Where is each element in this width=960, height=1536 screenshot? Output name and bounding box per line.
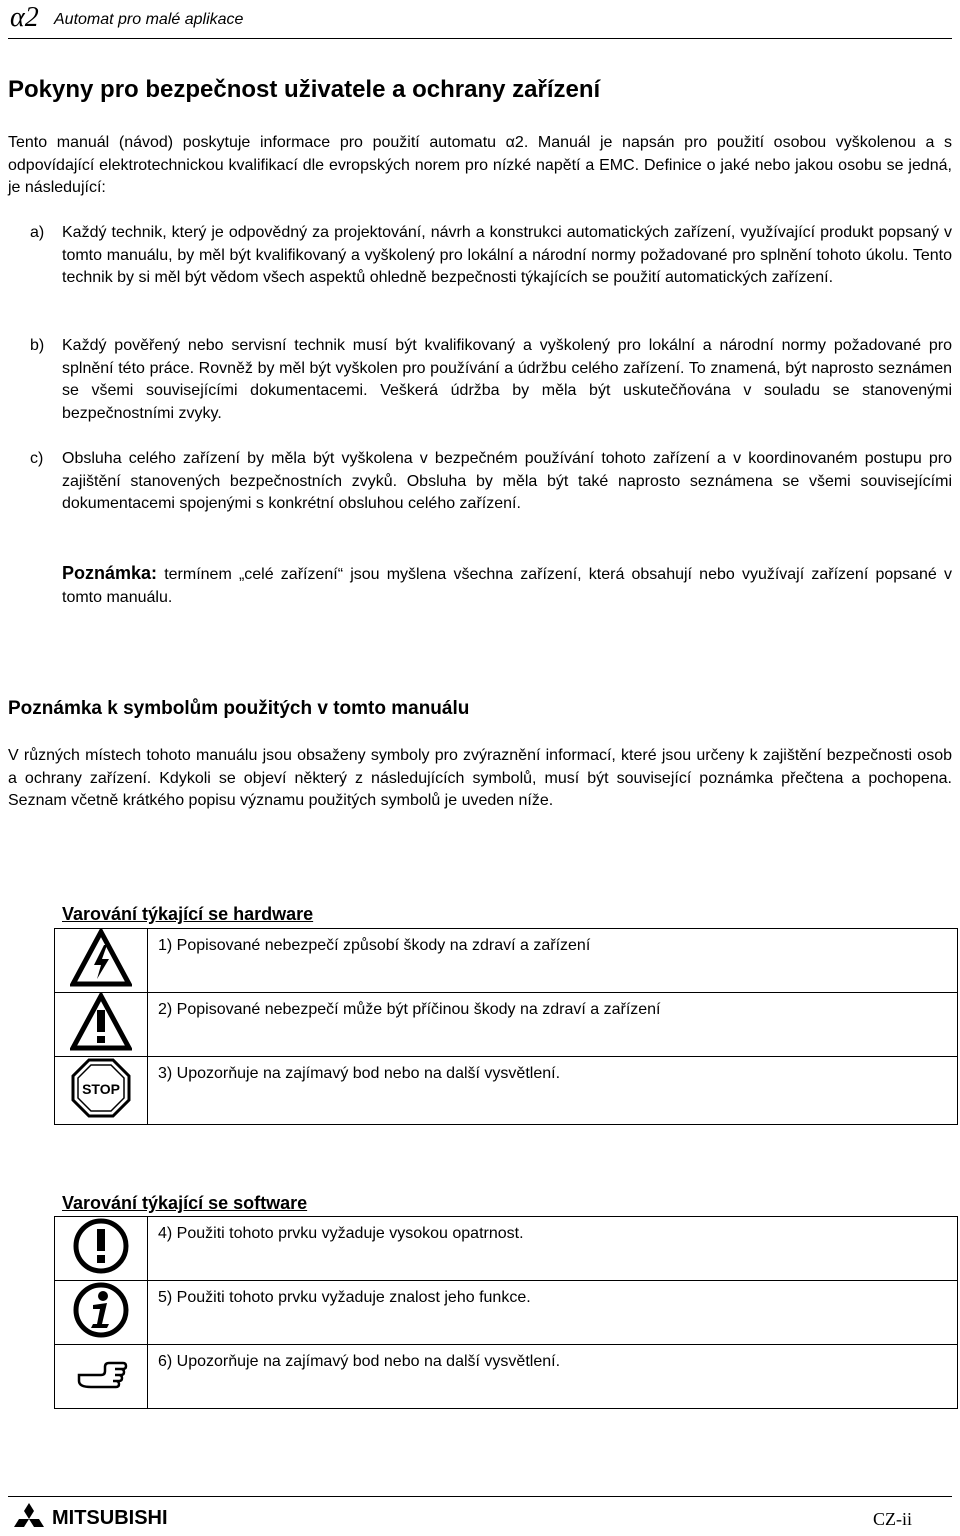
list-item-label: a) bbox=[30, 224, 45, 241]
exclamation-circle-icon bbox=[55, 1217, 148, 1281]
list-item-c bbox=[30, 448, 952, 516]
table-row bbox=[55, 1217, 958, 1281]
hardware-warnings-table bbox=[54, 928, 958, 1125]
list-item-label: b) bbox=[30, 337, 45, 354]
brand-name: MITSUBISHI bbox=[52, 1507, 168, 1529]
page-footer bbox=[8, 1496, 952, 1531]
hardware-warning-3: 3) Upozorňuje na zajímavý bod nebo na další vysvětlení. bbox=[148, 1057, 958, 1125]
hardware-warning-1: 1) Popisované nebezpečí způsobí škody na zdraví a zařízení bbox=[148, 929, 958, 993]
table-row bbox=[55, 1281, 958, 1345]
page-number: CZ-ii bbox=[873, 1509, 912, 1529]
alpha-logo: α2 bbox=[10, 2, 39, 33]
software-warning-6: 6) Upozorňuje na zajímavý bod nebo na další vysvětlení. bbox=[148, 1345, 958, 1409]
header-subtitle: Automat pro malé aplikace bbox=[54, 11, 244, 28]
list-item-label: c) bbox=[30, 450, 44, 467]
table-row bbox=[55, 1057, 958, 1125]
table-row bbox=[55, 993, 958, 1057]
list-item-b bbox=[30, 335, 952, 425]
table-row bbox=[55, 1345, 958, 1409]
stop-sign-icon bbox=[55, 1057, 148, 1125]
list-item-text: Každý pověřený nebo servisní technik musí být kvalifikovaný a vyškolený pro lokální a národní normy požadované pro splnění této práce. Rovněž by měl být vyškolen pro používání a údržbu celého zařízení. To znamená, být naprosto seznámen se všemi souvisejícími dokumentacemi. Veškerá údržba by měla být uskutečňována v souladu se stanovenými bezpečnostními zvyky. bbox=[62, 337, 952, 422]
software-warning-5: 5) Použiti tohoto prvku vyžaduje znalost jeho funkce. bbox=[148, 1281, 958, 1345]
software-table-title: Varování týkající se software bbox=[62, 1193, 308, 1213]
note-paragraph bbox=[62, 562, 952, 609]
symbols-heading: Poznámka k symbolům použitých v tomto manuálu bbox=[8, 698, 470, 719]
list-item-a bbox=[30, 222, 952, 290]
list-item-text: Obsluha celého zařízení by měla být vyškolena v bezpečném používání tohoto zařízení a v koordinovaném postupu pro zajištění stanovených bezpečnostních zvyků. Obsluha by měla být také naprosto seznámena se všemi souvisejícími dokumentacemi spojenými s konkrétní obsluhou celého zařízení. bbox=[62, 450, 952, 512]
info-circle-icon bbox=[55, 1281, 148, 1345]
electric-hazard-icon bbox=[55, 929, 148, 993]
page-header bbox=[8, 2, 952, 39]
symbols-intro-paragraph: V různých místech tohoto manuálu jsou obsaženy symboly pro zvýraznění informací, které jsou určeny k zajištění bezpečnosti osob a ochrany zařízení. Kdykoli se objeví některý z následujících symbolů, musí být související poznámka přečtena a pochopena. Seznam včetně krátkého popisu významu použitých symbolů je uveden níže. bbox=[8, 747, 952, 809]
stop-sign-label: STOP bbox=[82, 1081, 120, 1097]
software-warnings-table bbox=[54, 1216, 958, 1409]
hand-point-icon bbox=[55, 1345, 148, 1409]
page-title: Pokyny pro bezpečnost uživatele a ochrany zařízení bbox=[8, 76, 601, 103]
software-warning-4: 4) Použiti tohoto prvku vyžaduje vysokou opatrnost. bbox=[148, 1217, 958, 1281]
note-label: Poznámka: bbox=[62, 563, 158, 583]
mitsubishi-logo-icon bbox=[12, 1503, 46, 1536]
list-item-text: Každý technik, který je odpovědný za projektování, návrh a konstrukci automatických zařízení, využívající produkt popsaný v tomto manuálu, by měl být kvalifikovaný a vyškolený pro lokální a národní normy požadované pro splnění tohoto úkolu. Tento technik by si měl být vědom všech aspektů ohledně bezpečnosti týkajících se použití automatických zařízení. bbox=[62, 224, 952, 286]
intro-paragraph: Tento manuál (návod) poskytuje informace pro použití automatu α2. Manuál je napsán pro použití osobou vyškolenou a s odpovídající elektrotechnickou kvalifikací dle evropských norem pro nízké napětí a EMC. Definice o jaké nebo jakou osobu se jedná, je následující: bbox=[8, 134, 952, 196]
hardware-table-title: Varování týkající se hardware bbox=[62, 904, 314, 924]
hardware-warning-2: 2) Popisované nebezpečí může být příčinou škody na zdraví a zařízení bbox=[148, 993, 958, 1057]
note-text: termínem „celé zařízení“ jsou myšlena všechna zařízení, která obsahují nebo využívají zařízení popsané v tomto manuálu. bbox=[62, 566, 952, 606]
warning-triangle-icon bbox=[55, 993, 148, 1057]
table-row bbox=[55, 929, 958, 993]
